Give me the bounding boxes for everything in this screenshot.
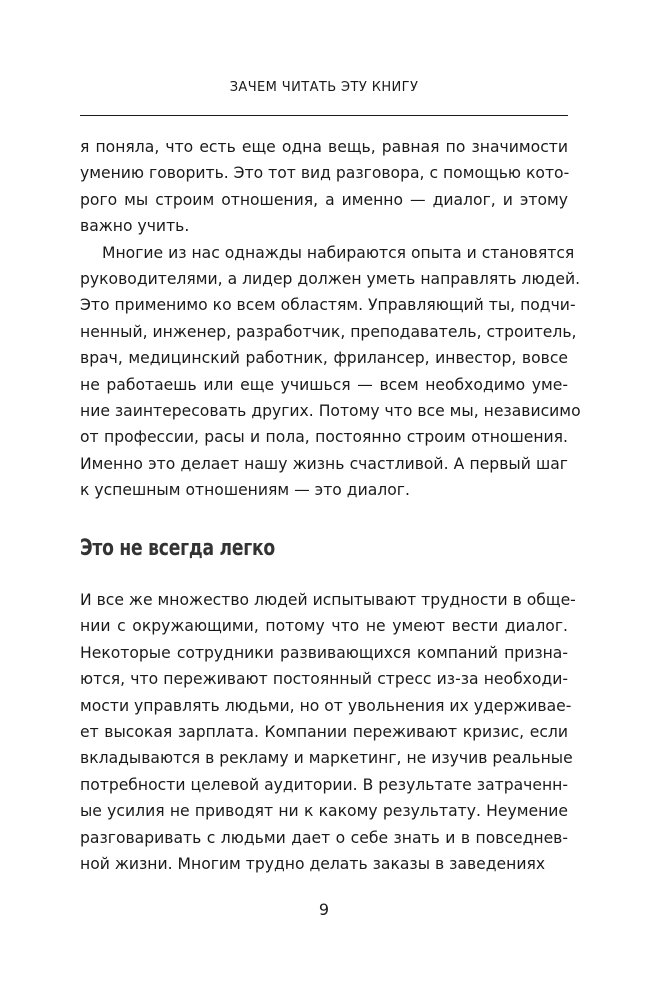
text-line: рого мы строим отношения, а именно — диалог, и этому [80, 190, 568, 209]
header-rule [80, 115, 568, 116]
text-line: Многие из нас однажды набираются опыта и становятся [102, 243, 575, 262]
book-page [80, 0, 581, 1000]
text-line: мости управлять людьми, но от увольнения их удерживае- [80, 696, 572, 715]
text-line: ые усилия не приводят ни к какому результату. Неумение [80, 802, 568, 821]
page-number: 9 [318, 900, 330, 919]
paragraph [80, 240, 581, 504]
body-text-bottom [80, 587, 576, 877]
text-line: Это применимо ко всем областям. Управляющий ты, подчи- [80, 296, 576, 315]
text-line: важно учить. [80, 217, 190, 236]
text-line: ной жизни. Многим трудно делать заказы в заведениях [80, 854, 546, 873]
text-line: ние заинтересовать других. Потому что все мы, независимо [80, 401, 581, 420]
text-line: И все же множество людей испытывают трудности в обще- [80, 591, 576, 609]
text-line: нии с окружающими, потому что не умеют вести диалог. [80, 617, 568, 636]
text-line: ются, что переживают постоянный стресс из-за необходи- [80, 670, 568, 689]
paragraph [80, 134, 568, 240]
section-heading: Это не всегда легко [80, 536, 275, 561]
text-line: к успешным отношениям — это диалог. [80, 481, 410, 500]
text-line: ненный, инженер, разработчик, преподаватель, строитель, [80, 322, 577, 341]
text-line: руководителями, а лидер должен уметь направлять людей. [80, 269, 581, 288]
text-line: врач, медицинский работник, фрилансер, инвестор, вовсе [80, 349, 568, 368]
text-line: Некоторые сотрудники развивающихся компаний призна- [80, 643, 568, 662]
text-line: ет высокая зарплата. Компании переживают кризис, если [80, 722, 568, 741]
running-header: ЗАЧЕМ ЧИТАТЬ ЭТУ КНИГУ [229, 80, 419, 95]
text-line: разговаривать с людьми дает о себе знать и в повседнев- [80, 828, 568, 847]
paragraph [80, 587, 576, 877]
text-line: от профессии, расы и пола, постоянно строим отношения. [80, 428, 568, 447]
body-text-top [80, 134, 581, 503]
text-line: не работаешь или еще учишься — всем необходимо уме- [80, 375, 568, 394]
text-line: я поняла, что есть еще одна вещь, равная по значимости [80, 138, 568, 156]
text-line: потребности целевой аудитории. В результате затраченн- [80, 775, 568, 794]
text-line: вкладываются в рекламу и маркетинг, не изучив реальные [80, 749, 573, 768]
text-line: умению говорить. Это тот вид разговора, с помощью кото- [80, 164, 570, 183]
text-line: Именно это делает нашу жизнь счастливой. А первый шаг [80, 454, 568, 473]
